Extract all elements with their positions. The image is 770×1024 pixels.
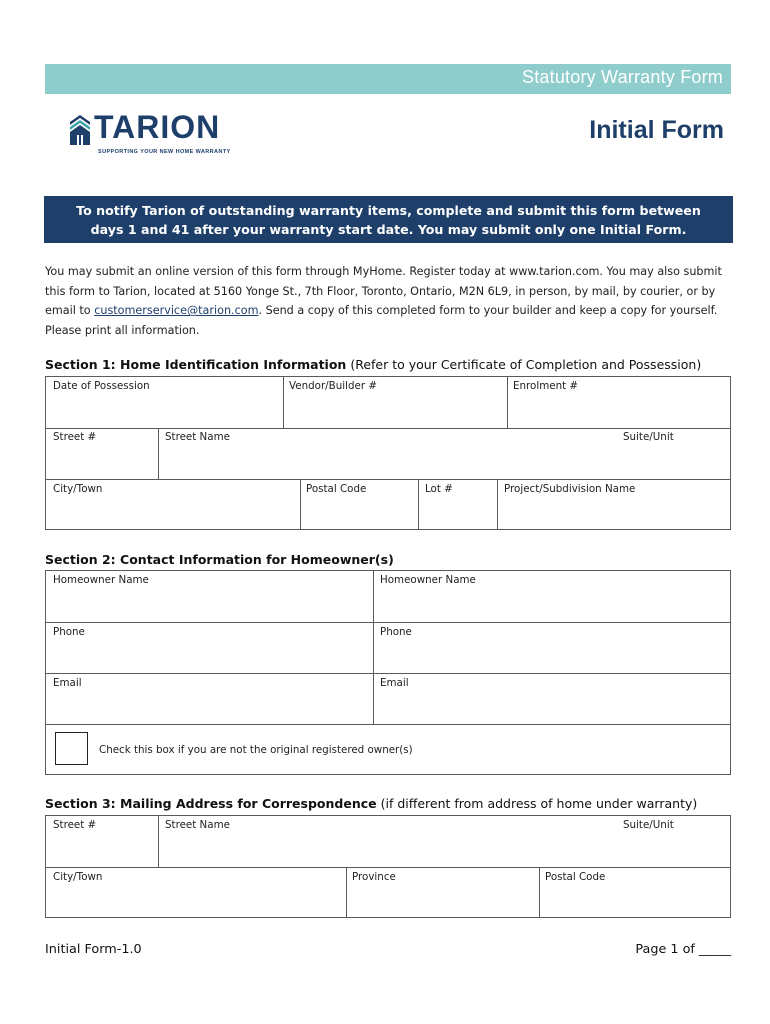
city-town-field[interactable]: City/Town bbox=[53, 483, 103, 495]
checkbox-label: Check this box if you are not the original registered owner(s) bbox=[99, 744, 413, 756]
lot-field[interactable]: Lot # bbox=[425, 483, 453, 495]
notice-line-1: To notify Tarion of outstanding warranty items, complete and submit this form between bbox=[76, 203, 701, 218]
intro-paragraph bbox=[45, 262, 735, 340]
vendor-builder-field[interactable]: Vendor/Builder # bbox=[289, 380, 377, 392]
street-name-field[interactable]: Street Name bbox=[165, 431, 230, 443]
section-3-title-bold: Section 3: Mailing Address for Correspondence bbox=[45, 796, 377, 811]
notice-banner bbox=[44, 196, 733, 243]
not-original-owner-checkbox[interactable] bbox=[55, 732, 88, 765]
section-3-title-note: (if different from address of home under warranty) bbox=[380, 796, 698, 811]
homeowner-name-field-1[interactable]: Homeowner Name bbox=[53, 574, 149, 586]
logo-tagline: SUPPORTING YOUR NEW HOME WARRANTY bbox=[98, 149, 231, 155]
section-1-title bbox=[45, 357, 701, 372]
section-3-table bbox=[45, 815, 731, 918]
mailing-city-town-field[interactable]: City/Town bbox=[53, 871, 103, 883]
postal-code-field[interactable]: Postal Code bbox=[306, 483, 367, 495]
notice-line-2: days 1 and 41 after your warranty start date. You may submit only one Initial Form. bbox=[90, 222, 687, 237]
section-1-title-bold: Section 1: Home Identification Information bbox=[45, 357, 347, 372]
logo-house-icon bbox=[70, 115, 90, 145]
enrolment-field[interactable]: Enrolment # bbox=[513, 380, 579, 392]
homeowner-name-field-2[interactable]: Homeowner Name bbox=[380, 574, 476, 586]
email-field-2[interactable]: Email bbox=[380, 677, 409, 689]
mailing-street-number-field[interactable]: Street # bbox=[53, 819, 97, 831]
footer-form-version: Initial Form-1.0 bbox=[45, 942, 142, 957]
intro-text-2: . Send a copy of this completed form to your builder and keep a copy for yourself. Please print all information. bbox=[45, 304, 718, 337]
project-subdivision-field[interactable]: Project/Subdivision Name bbox=[504, 483, 636, 495]
section-2-title-bold: Section 2: Contact Information for Homeowner(s) bbox=[45, 552, 394, 567]
section-2-title bbox=[45, 552, 394, 567]
section-1-table bbox=[45, 376, 731, 530]
tarion-logo bbox=[70, 109, 231, 163]
email-link[interactable]: customerservice@tarion.com bbox=[94, 304, 259, 318]
banner-title: Statutory Warranty Form bbox=[522, 67, 723, 87]
section-3-title bbox=[45, 796, 697, 811]
mailing-province-field[interactable]: Province bbox=[352, 871, 396, 883]
mailing-postal-code-field[interactable]: Postal Code bbox=[545, 871, 606, 883]
section-2-table bbox=[45, 570, 731, 775]
footer-page-number: Page 1 of _____ bbox=[635, 942, 731, 957]
email-field-1[interactable]: Email bbox=[53, 677, 82, 689]
mailing-street-name-field[interactable]: Street Name bbox=[165, 819, 230, 831]
phone-field-2[interactable]: Phone bbox=[380, 626, 412, 638]
suite-unit-field[interactable]: Suite/Unit bbox=[623, 431, 674, 443]
date-of-possession-field[interactable]: Date of Possession bbox=[53, 380, 150, 392]
street-number-field[interactable]: Street # bbox=[53, 431, 97, 443]
form-title: Initial Form bbox=[589, 116, 724, 144]
logo-wordmark: TARION bbox=[94, 109, 221, 145]
section-1-title-note: (Refer to your Certificate of Completion and Possession) bbox=[350, 357, 702, 372]
intro-text-1: You may submit an online version of this form through MyHome. Register today at www.tarion.com. You may also submit this form to Tarion, located at 5160 Yonge St., 7th Floor, Toronto, Ontario, M2N 6L9, in person, by mail, by courier, or by email to bbox=[45, 265, 722, 318]
mailing-suite-unit-field[interactable]: Suite/Unit bbox=[623, 819, 674, 831]
phone-field-1[interactable]: Phone bbox=[53, 626, 85, 638]
header-banner bbox=[45, 64, 731, 94]
